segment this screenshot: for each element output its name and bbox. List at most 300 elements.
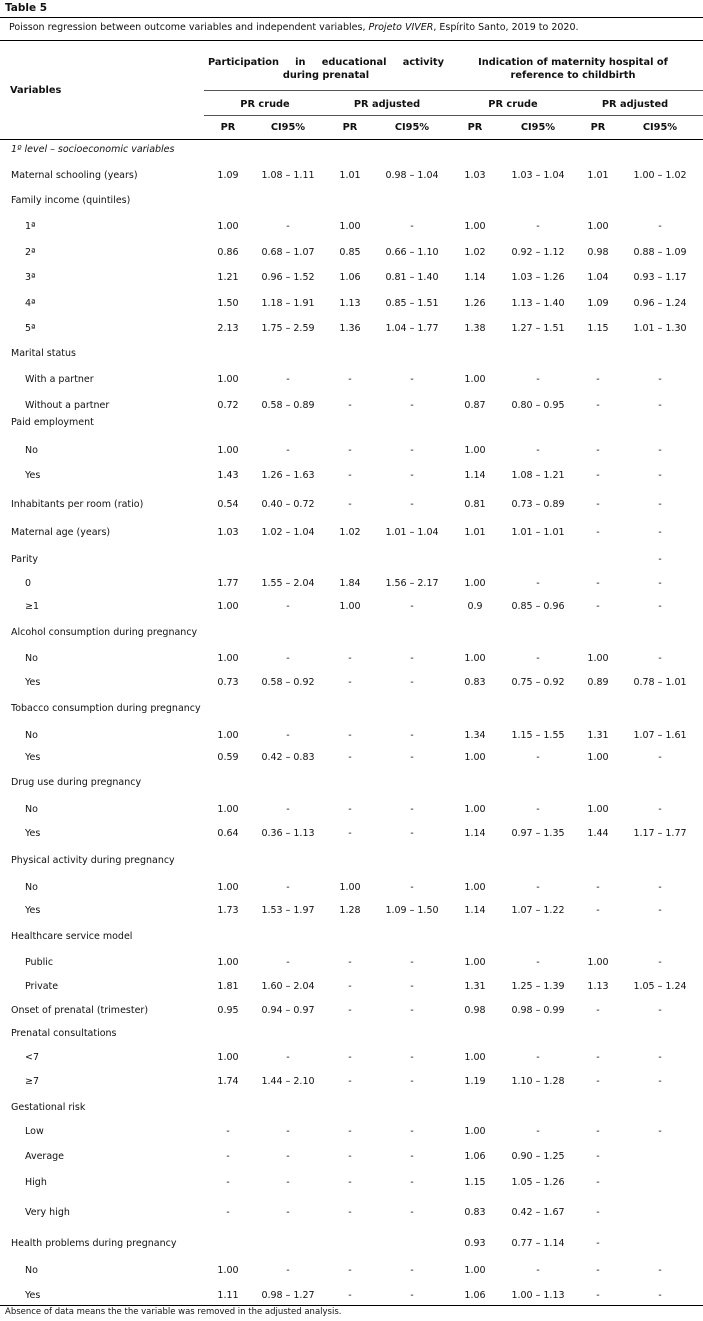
category-label: Private	[25, 981, 59, 992]
pr-value-cell: 1.00	[464, 804, 486, 815]
category-label: Yes	[25, 1290, 41, 1301]
category-label: ≥7	[25, 1076, 40, 1087]
ci95-value-cell: -	[536, 1126, 540, 1137]
ci95-value-cell: -	[286, 1265, 290, 1276]
pr-value-cell: 1.00	[587, 804, 609, 815]
ci95-value-cell: -	[658, 1052, 662, 1063]
pr-value-cell: -	[596, 1290, 600, 1301]
ci95-value-cell: 1.05 – 1.26	[511, 1177, 565, 1188]
ci95-value-cell: -	[536, 445, 540, 456]
pr-value-cell: 0.9	[467, 601, 483, 612]
pr-value-cell: -	[348, 730, 352, 741]
pr-value-cell: 1.73	[217, 905, 239, 916]
header-ci95-3: CI95%	[520, 122, 556, 133]
pr-value-cell: 0.83	[464, 677, 486, 688]
pr-value-cell: 1.00	[217, 221, 239, 232]
caption-text-end: , Espírito Santo, 2019 to 2020.	[433, 22, 579, 33]
pr-value-cell: -	[348, 1005, 352, 1016]
category-label: No	[25, 1265, 38, 1276]
category-label: 0	[25, 578, 32, 589]
pr-value-cell: -	[348, 1207, 352, 1218]
ci95-value-cell: -	[410, 601, 414, 612]
pr-value-cell: 1.77	[217, 578, 239, 589]
ci95-value-cell: -	[658, 445, 662, 456]
pr-value-cell: -	[348, 1126, 352, 1137]
pr-value-cell: 1.01	[587, 170, 609, 181]
ci95-value-cell: -	[410, 1076, 414, 1087]
variable-label: Marital status	[11, 348, 76, 359]
category-label: 5ª	[25, 323, 36, 334]
pr-value-cell: -	[226, 1151, 230, 1162]
pr-value-cell: 1.50	[217, 298, 239, 309]
ci95-value-cell: -	[658, 1126, 662, 1137]
header-pr-2: PR	[342, 122, 358, 133]
ci95-value-cell: 0.58 – 0.89	[261, 400, 315, 411]
pr-value-cell: 1.00	[217, 804, 239, 815]
ci95-value-cell: -	[536, 374, 540, 385]
pr-value-cell: -	[348, 677, 352, 688]
ci95-value-cell: -	[410, 957, 414, 968]
pr-value-cell: -	[348, 981, 352, 992]
ci95-value-cell: 0.88 – 1.09	[633, 247, 687, 258]
pr-value-cell: 1.38	[464, 323, 486, 334]
pr-value-cell: 1.00	[464, 1265, 486, 1276]
ci95-value-cell: -	[410, 1151, 414, 1162]
ci95-value-cell: 1.60 – 2.04	[261, 981, 315, 992]
ci95-value-cell: -	[658, 752, 662, 763]
ci95-value-cell: 1.53 – 1.97	[261, 905, 315, 916]
pr-value-cell: 1.34	[464, 730, 486, 741]
pr-value-cell: 1.00	[464, 1052, 486, 1063]
pr-value-cell: -	[348, 1052, 352, 1063]
category-label: High	[25, 1177, 47, 1188]
ci95-value-cell: -	[658, 1005, 662, 1016]
ci95-value-cell: -	[536, 752, 540, 763]
pr-value-cell: 1.28	[339, 905, 361, 916]
category-label: With a partner	[25, 374, 94, 385]
category-label: No	[25, 730, 38, 741]
ci95-value-cell: 1.08 – 1.11	[261, 170, 315, 181]
header-pr-1: PR	[220, 122, 236, 133]
variable-label: Healthcare service model	[11, 931, 133, 942]
ci95-value-cell: -	[410, 1126, 414, 1137]
pr-value-cell: -	[226, 1177, 230, 1188]
ci95-value-cell: -	[658, 601, 662, 612]
ci95-value-cell: 1.10 – 1.28	[511, 1076, 565, 1087]
ci95-value-cell: -	[410, 499, 414, 510]
pr-value-cell: 1.03	[217, 527, 239, 538]
category-label: No	[25, 653, 38, 664]
ci95-value-cell: 1.75 – 2.59	[261, 323, 315, 334]
ci95-value-cell: 0.68 – 1.07	[261, 247, 315, 258]
pr-value-cell: 1.81	[217, 981, 239, 992]
pr-value-cell: 1.00	[464, 1126, 486, 1137]
table-label: Table 5	[5, 2, 48, 14]
header-pr-crude-2: PR crude	[488, 99, 538, 110]
pr-value-cell: 1.02	[464, 247, 486, 258]
ci95-value-cell: 0.42 – 1.67	[511, 1207, 565, 1218]
pr-value-cell: -	[348, 653, 352, 664]
pr-value-cell: 0.64	[217, 828, 239, 839]
ci95-value-cell: 0.58 – 0.92	[261, 677, 315, 688]
ci95-value-cell: -	[410, 828, 414, 839]
pr-value-cell: 0.89	[587, 677, 609, 688]
pr-value-cell: 1.00	[217, 445, 239, 456]
ci95-value-cell: 0.36 – 1.13	[261, 828, 315, 839]
ci95-value-cell: -	[658, 527, 662, 538]
ci95-value-cell: -	[658, 804, 662, 815]
ci95-value-cell: -	[410, 1290, 414, 1301]
ci95-value-cell: -	[286, 445, 290, 456]
pr-value-cell: -	[348, 445, 352, 456]
pr-value-cell: 0.98	[587, 247, 609, 258]
caption-italic: Projeto VIVER	[368, 22, 434, 33]
ci95-value-cell: 0.77 – 1.14	[511, 1238, 565, 1249]
pr-value-cell: 1.21	[217, 272, 239, 283]
ci95-value-cell: -	[658, 374, 662, 385]
variable-label: Maternal schooling (years)	[11, 170, 138, 181]
category-label: 3ª	[25, 272, 36, 283]
category-label: No	[25, 445, 38, 456]
pr-value-cell: 1.00	[587, 957, 609, 968]
pr-value-cell: -	[348, 400, 352, 411]
pr-value-cell: -	[596, 470, 600, 481]
ci95-value-cell: -	[286, 1126, 290, 1137]
category-label: Very high	[25, 1207, 70, 1218]
ci95-value-cell: -	[410, 445, 414, 456]
header-pr-adjusted-2: PR adjusted	[601, 99, 669, 110]
pr-value-cell: 1.19	[464, 1076, 486, 1087]
ci95-value-cell: 0.97 – 1.35	[511, 828, 565, 839]
pr-value-cell: 1.44	[587, 828, 609, 839]
ci95-value-cell: -	[286, 957, 290, 968]
pr-value-cell: 1.00	[587, 653, 609, 664]
pr-value-cell: 1.06	[339, 272, 361, 283]
pr-value-cell: 1.00	[217, 730, 239, 741]
pr-value-cell: 1.14	[464, 905, 486, 916]
pr-value-cell: 1.03	[464, 170, 486, 181]
ci95-value-cell: -	[410, 804, 414, 815]
pr-value-cell: -	[348, 828, 352, 839]
pr-value-cell: 0.85	[339, 247, 361, 258]
category-label: Yes	[25, 828, 41, 839]
ci95-value-cell: 0.93 – 1.17	[633, 272, 687, 283]
ci95-value-cell: 1.18 – 1.91	[261, 298, 315, 309]
category-label: Public	[25, 957, 54, 968]
ci95-value-cell: -	[286, 730, 290, 741]
variable-label: Drug use during pregnancy	[11, 777, 142, 788]
variable-label: Paid employment	[11, 417, 94, 428]
variable-label: Gestational risk	[11, 1102, 86, 1113]
ci95-value-cell: 0.40 – 0.72	[261, 499, 315, 510]
pr-value-cell: 1.01	[339, 170, 361, 181]
pr-value-cell: 0.93	[464, 1238, 486, 1249]
pr-value-cell: -	[348, 957, 352, 968]
variable-label: Maternal age (years)	[11, 527, 111, 538]
ci95-value-cell: 0.98 – 0.99	[511, 1005, 565, 1016]
header-pr-adjusted-1: PR adjusted	[353, 99, 421, 110]
pr-value-cell: 1.13	[339, 298, 361, 309]
ci95-value-cell: 1.03 – 1.04	[511, 170, 565, 181]
pr-value-cell: 1.00	[464, 221, 486, 232]
ci95-value-cell: -	[658, 653, 662, 664]
pr-value-cell: -	[348, 499, 352, 510]
category-label: 4ª	[25, 298, 36, 309]
ci95-value-cell: 1.17 – 1.77	[633, 828, 687, 839]
category-label: Average	[25, 1151, 65, 1162]
ci95-value-cell: 0.81 – 1.40	[385, 272, 439, 283]
ci95-value-cell: 0.98 – 1.27	[261, 1290, 315, 1301]
ci95-value-cell: -	[536, 882, 540, 893]
header-ci95-4: CI95%	[642, 122, 678, 133]
pr-value-cell: -	[596, 882, 600, 893]
ci95-value-cell: -	[286, 653, 290, 664]
pr-value-cell: 1.01	[464, 527, 486, 538]
category-label: Yes	[25, 905, 41, 916]
pr-value-cell: 0.86	[217, 247, 239, 258]
pr-value-cell: -	[596, 1126, 600, 1137]
pr-value-cell: 1.14	[464, 470, 486, 481]
pr-value-cell: -	[348, 374, 352, 385]
ci95-value-cell: -	[658, 499, 662, 510]
ci95-value-cell: -	[536, 1265, 540, 1276]
ci95-value-cell: -	[286, 1052, 290, 1063]
pr-value-cell: 1.00	[464, 653, 486, 664]
pr-value-cell: 1.15	[587, 323, 609, 334]
ci95-value-cell: -	[410, 981, 414, 992]
ci95-value-cell: -	[658, 882, 662, 893]
ci95-value-cell: -	[410, 882, 414, 893]
pr-value-cell: 1.02	[339, 527, 361, 538]
pr-value-cell: -	[596, 601, 600, 612]
ci95-value-cell: 0.96 – 1.52	[261, 272, 315, 283]
pr-value-cell: -	[596, 1005, 600, 1016]
ci95-value-cell: 1.02 – 1.04	[261, 527, 315, 538]
pr-value-cell: 1.26	[464, 298, 486, 309]
pr-value-cell: -	[348, 1290, 352, 1301]
pr-value-cell: -	[596, 1238, 600, 1249]
ci95-value-cell: -	[536, 221, 540, 232]
pr-value-cell: 1.00	[217, 882, 239, 893]
pr-value-cell: -	[596, 445, 600, 456]
category-label: No	[25, 804, 38, 815]
ci95-value-cell: -	[658, 957, 662, 968]
ci95-value-cell: -	[286, 804, 290, 815]
ci95-value-cell: 1.09 – 1.50	[385, 905, 439, 916]
pr-value-cell: -	[348, 1151, 352, 1162]
pr-value-cell: -	[596, 578, 600, 589]
pr-value-cell: 1.09	[587, 298, 609, 309]
ci95-value-cell: 1.25 – 1.39	[511, 981, 565, 992]
pr-value-cell: -	[596, 1265, 600, 1276]
pr-value-cell: 1.06	[464, 1290, 486, 1301]
ci95-value-cell: -	[658, 905, 662, 916]
pr-value-cell: 1.14	[464, 828, 486, 839]
ci95-value-cell: 0.42 – 0.83	[261, 752, 315, 763]
ci95-value-cell: -	[658, 578, 662, 589]
pr-value-cell: 0.81	[464, 499, 486, 510]
category-label: Yes	[25, 677, 41, 688]
pr-value-cell: 1.04	[587, 272, 609, 283]
header-group-educational-activity: Participation in educational activity during prenatal	[208, 57, 444, 81]
pr-value-cell: -	[596, 1076, 600, 1087]
pr-value-cell: -	[596, 1207, 600, 1218]
pr-value-cell: -	[226, 1207, 230, 1218]
section-label: 1º level – socioeconomic variables	[11, 144, 175, 155]
pr-value-cell: 1.00	[339, 221, 361, 232]
ci95-value-cell: -	[658, 221, 662, 232]
variable-label: Inhabitants per room (ratio)	[11, 499, 144, 510]
ci95-value-cell: 0.75 – 0.92	[511, 677, 565, 688]
pr-value-cell: 1.00	[217, 653, 239, 664]
ci95-value-cell: -	[536, 578, 540, 589]
pr-value-cell: 1.00	[217, 601, 239, 612]
category-label: Without a partner	[25, 400, 110, 411]
ci95-value-cell: -	[536, 804, 540, 815]
pr-value-cell: -	[596, 1151, 600, 1162]
ci95-value-cell: -	[410, 1177, 414, 1188]
ci95-value-cell: -	[410, 374, 414, 385]
ci95-value-cell: -	[658, 1290, 662, 1301]
variable-label: Parity	[11, 554, 39, 565]
pr-value-cell: 1.00	[464, 445, 486, 456]
pr-value-cell: 1.00	[464, 752, 486, 763]
pr-value-cell: 1.00	[464, 882, 486, 893]
pr-value-cell: 1.00	[464, 374, 486, 385]
header-ci95-1: CI95%	[270, 122, 306, 133]
ci95-value-cell: -	[536, 1052, 540, 1063]
ci95-value-cell: 1.26 – 1.63	[261, 470, 315, 481]
ci95-value-cell: -	[410, 221, 414, 232]
ci95-value-cell: 1.55 – 2.04	[261, 578, 315, 589]
ci95-value-cell: -	[410, 1265, 414, 1276]
pr-value-cell: 1.00	[217, 957, 239, 968]
pr-value-cell: -	[596, 905, 600, 916]
ci95-value-cell: -	[658, 1076, 662, 1087]
category-label: 1ª	[25, 221, 36, 232]
category-label: ≥1	[25, 601, 40, 612]
category-label: <7	[25, 1052, 40, 1063]
pr-value-cell: 0.72	[217, 400, 239, 411]
pr-value-cell: -	[596, 1177, 600, 1188]
pr-value-cell: -	[596, 374, 600, 385]
pr-value-cell: 2.13	[217, 323, 239, 334]
pr-value-cell: 1.14	[464, 272, 486, 283]
pr-value-cell: 1.00	[339, 882, 361, 893]
header-pr-4: PR	[590, 122, 606, 133]
pr-value-cell: -	[348, 1076, 352, 1087]
pr-value-cell: 1.15	[464, 1177, 486, 1188]
variable-label: Health problems during pregnancy	[11, 1238, 177, 1249]
variable-label: Prenatal consultations	[11, 1028, 117, 1039]
ci95-value-cell: 0.85 – 1.51	[385, 298, 439, 309]
pr-value-cell: 0.87	[464, 400, 486, 411]
category-label: No	[25, 882, 38, 893]
ci95-value-cell: -	[658, 470, 662, 481]
ci95-value-cell: 1.13 – 1.40	[511, 298, 565, 309]
pr-value-cell: -	[348, 804, 352, 815]
ci95-value-cell: 1.00 – 1.02	[633, 170, 687, 181]
pr-value-cell: -	[596, 499, 600, 510]
pr-value-cell: 1.74	[217, 1076, 239, 1087]
pr-value-cell: 1.36	[339, 323, 361, 334]
ci95-value-cell: 1.00 – 1.13	[511, 1290, 565, 1301]
ci95-value-cell: -	[410, 653, 414, 664]
ci95-value-cell: -	[286, 221, 290, 232]
pr-value-cell: 1.00	[587, 752, 609, 763]
pr-value-cell: 1.84	[339, 578, 361, 589]
ci95-value-cell: 0.73 – 0.89	[511, 499, 565, 510]
ci95-value-cell: -	[658, 400, 662, 411]
variable-label: Alcohol consumption during pregnancy	[11, 627, 198, 638]
ci95-value-cell: 1.08 – 1.21	[511, 470, 565, 481]
ci95-value-cell: 1.05 – 1.24	[633, 981, 687, 992]
ci95-value-cell: 0.80 – 0.95	[511, 400, 565, 411]
ci95-value-cell: -	[410, 1052, 414, 1063]
pr-value-cell: -	[348, 1265, 352, 1276]
ci95-value-cell: 0.92 – 1.12	[511, 247, 565, 258]
pr-value-cell: 1.00	[587, 221, 609, 232]
ci95-value-cell: -	[286, 1177, 290, 1188]
pr-value-cell: 1.11	[217, 1290, 239, 1301]
pr-value-cell: 1.00	[217, 374, 239, 385]
header-variables: Variables	[10, 85, 62, 96]
ci95-value-cell: -	[410, 1005, 414, 1016]
ci95-value-cell: -	[286, 374, 290, 385]
ci95-value-cell: -	[286, 601, 290, 612]
ci95-value-cell: 0.66 – 1.10	[385, 247, 439, 258]
ci95-value-cell: -	[658, 1265, 662, 1276]
pr-value-cell: 1.00	[217, 1265, 239, 1276]
ci95-value-cell: 0.98 – 1.04	[385, 170, 439, 181]
ci95-value-cell: 0.94 – 0.97	[261, 1005, 315, 1016]
ci95-value-cell: 1.56 – 2.17	[385, 578, 439, 589]
pr-value-cell: 1.31	[464, 981, 486, 992]
pr-value-cell: 1.43	[217, 470, 239, 481]
pr-value-cell: 1.09	[217, 170, 239, 181]
pr-value-cell: 1.00	[464, 957, 486, 968]
pr-value-cell: 1.31	[587, 730, 609, 741]
pr-value-cell: 1.00	[339, 601, 361, 612]
ci95-value-cell: -	[658, 554, 662, 565]
category-label: 2ª	[25, 247, 36, 258]
pr-value-cell: -	[596, 527, 600, 538]
pr-value-cell: 1.00	[217, 1052, 239, 1063]
ci95-value-cell: 1.07 – 1.61	[633, 730, 687, 741]
category-label: Yes	[25, 752, 41, 763]
pr-value-cell: 1.00	[464, 578, 486, 589]
ci95-value-cell: -	[410, 400, 414, 411]
pr-value-cell: 0.95	[217, 1005, 239, 1016]
ci95-value-cell: 1.27 – 1.51	[511, 323, 565, 334]
ci95-value-cell: -	[410, 677, 414, 688]
pr-value-cell: -	[596, 1052, 600, 1063]
ci95-value-cell: 0.96 – 1.24	[633, 298, 687, 309]
variable-label: Tobacco consumption during pregnancy	[11, 703, 201, 714]
header-pr-3: PR	[467, 122, 483, 133]
header-group-maternity-hospital: Indication of maternity hospital of reference to childbirth	[478, 57, 668, 81]
pr-value-cell: 0.59	[217, 752, 239, 763]
ci95-value-cell: 1.03 – 1.26	[511, 272, 565, 283]
ci95-value-cell: -	[286, 1207, 290, 1218]
pr-value-cell: 1.13	[587, 981, 609, 992]
pr-value-cell: 1.06	[464, 1151, 486, 1162]
category-label: Low	[25, 1126, 44, 1137]
variable-label: Family income (quintiles)	[11, 195, 131, 206]
ci95-value-cell: -	[410, 730, 414, 741]
ci95-value-cell: -	[410, 1207, 414, 1218]
pr-value-cell: -	[226, 1126, 230, 1137]
